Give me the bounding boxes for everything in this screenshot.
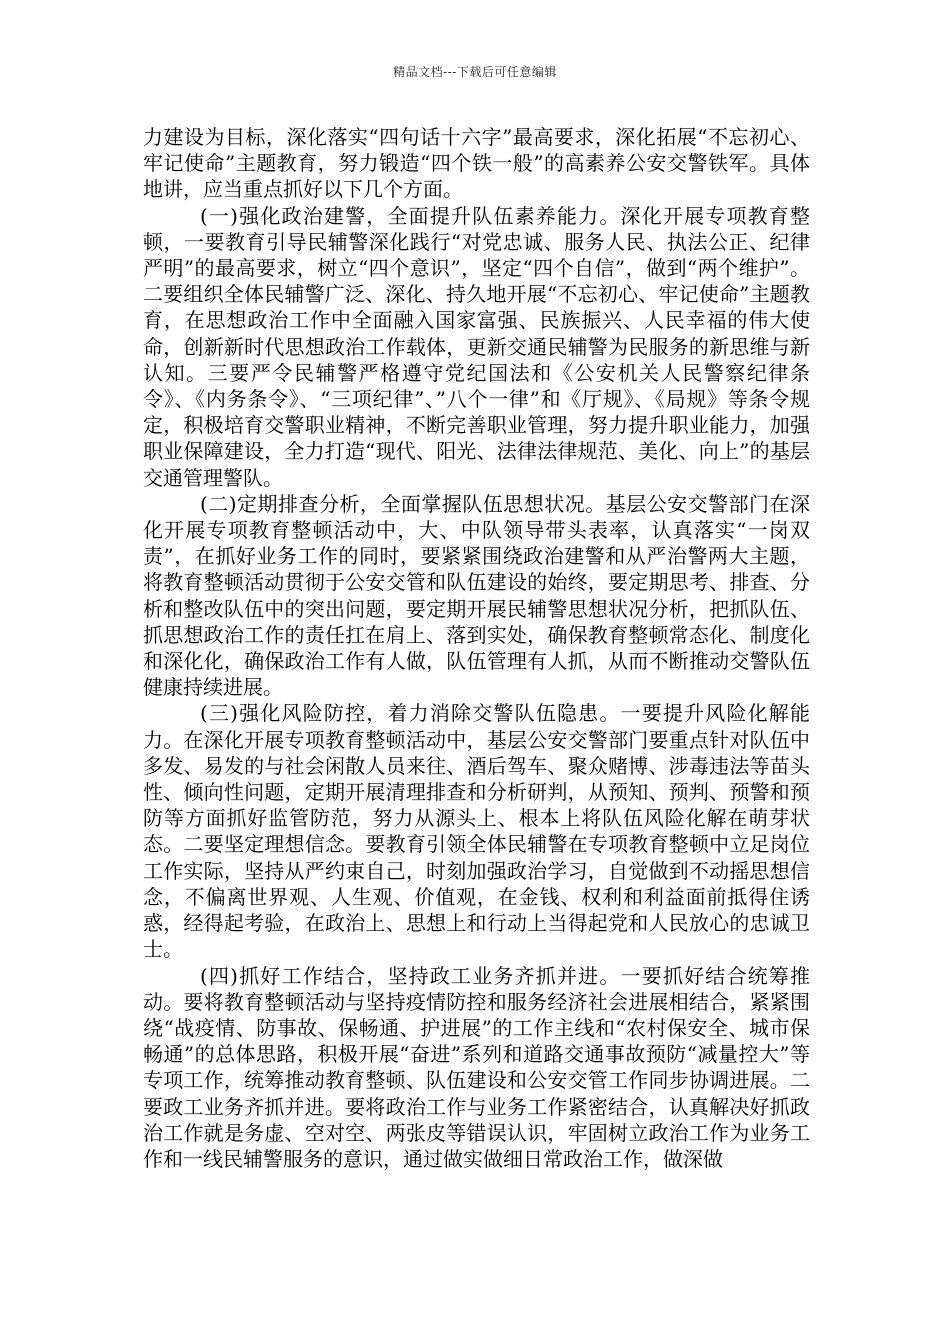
paragraph-section-3: (三)强化风险防控，着力消除交警队伍隐患。一要提升风险化解能力。在深化开展专项教育整顿活动中，基层公安交警部门要重点针对队伍中多发、易发的与社会闲散人员来往、酒后驾车、聚众赌博、涉毒违法等苗头性、倾向性问题，定期开展清理排查和分析研判，从预知、预判、预警和预防等方面抓好监管防范，努力从源头上、根本上将队伍风险化解在萌芽状态。二要坚定理想信念。要教育引领全体民辅警在专项教育整顿中立足岗位工作实际，坚持从严约束自己，时刻加强政治学习，自觉做到不动摇思想信念，不偏离世界观、人生观、价值观，在金钱、权利和利益面前抵得住诱惑，经得起考验，在政治上、思想上和行动上当得起党和人民放心的忠诚卫士。 <box>143 701 810 962</box>
page-header: 精品文档---下载后可任意编辑 <box>393 65 557 79</box>
document-body <box>143 124 810 1172</box>
paragraph-section-4: (四)抓好工作结合，坚持政工业务齐抓并进。一要抓好结合统筹推动。要将教育整顿活动与坚持疫情防控和服务经济社会进展相结合，紧紧围绕“战疫情、防事故、保畅通、护进展”的工作主线和“农村保安全、城市保畅通”的总体思路，积极开展“奋进”系列和道路交通事故预防“减量控大”等专项工作，统筹推动教育整顿、队伍建设和公安交管工作同步协调进展。二要政工业务齐抓并进。要将政治工作与业务工作紧密结合，认真解决好抓政治工作就是务虚、空对空、两张皮等错误认识，牢固树立政治工作为业务工作和一线民辅警服务的意识，通过做实做细日常政治工作，做深做 <box>143 963 810 1171</box>
paragraph-continuation: 力建设为目标，深化落实“四句话十六字”最高要求，深化拓展“不忘初心、牢记使命”主题教育，努力锻造“四个铁一般”的高素养公安交警铁军。具体地讲，应当重点抓好以下几个方面。 <box>143 125 810 202</box>
paragraph-section-1: (一)强化政治建警，全面提升队伍素养能力。深化开展专项教育整顿，一要教育引导民辅警深化践行“对党忠诚、服务人民、执法公正、纪律严明”的最高要求，树立“四个意识”，坚定“四个自信”，做到“两个维护”。二要组织全体民辅警广泛、深化、持久地开展“不忘初心、牢记使命”主题教育，在思想政治工作中全面融入国家富强、民族振兴、人民幸福的伟大使命，创新新时代思想政治工作载体，更新交通民辅警为民服务的新思维与新认知。三要严令民辅警严格遵守党纪国法和《公安机关人民警察纪律条令》、《内务条令》、“三项纪律”、”八个一律”和《厅规》、《局规》等条令规定，积极培育交警职业精神，不断完善职业管理，努力提升职业能力，加强职业保障建设，全力打造“现代、阳光、法律法律规范、美化、向上”的基层交通管理警队。 <box>143 203 810 490</box>
paragraph-section-2: (二)定期排查分析，全面掌握队伍思想状况。基层公安交警部门在深化开展专项教育整顿活动中，大、中队领导带头表率，认真落实“一岗双责”，在抓好业务工作的同时，要紧紧围绕政治建警和从严治警两大主题，将教育整顿活动贯彻于公安交管和队伍建设的始终，要定期思考、排查、分析和整改队伍中的突出问题，要定期开展民辅警思想状况分析，把抓队伍、抓思想政治工作的责任扛在肩上、落到实处，确保教育整顿常态化、制度化和深化化，确保政治工作有人做，队伍管理有人抓，从而不断推动交警队伍健康持续进展。 <box>143 491 810 700</box>
